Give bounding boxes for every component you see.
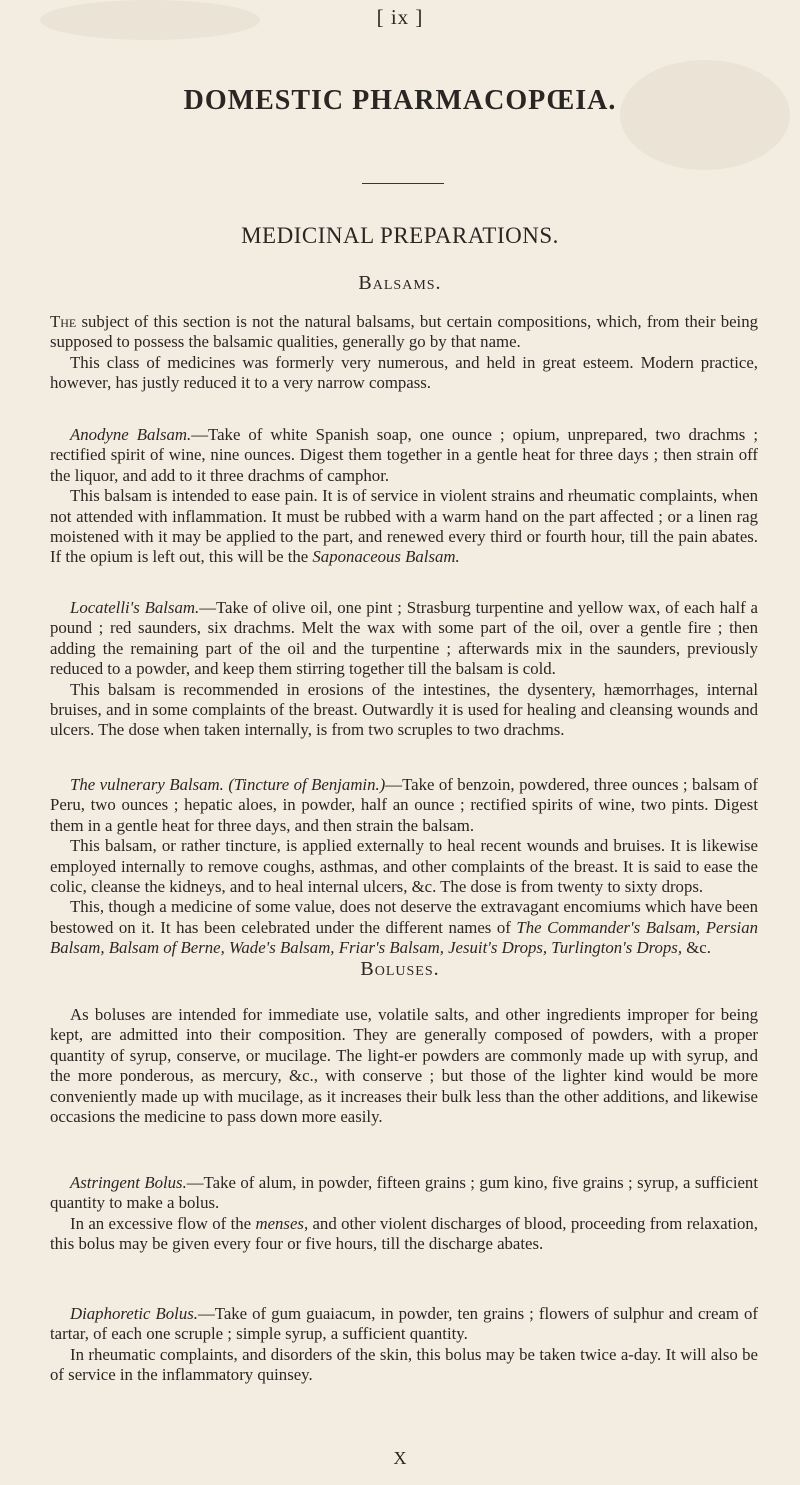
entry-name: Anodyne Balsam.	[70, 425, 192, 444]
entry-usage: This balsam, or rather tincture, is applied externally to heal recent wounds and bruises. It is likewise employed internally to remove coughs, asthmas, and other complaints of the breast. It is said to ease the colic, cleanse the kidneys, and to heal internal ulcers, &c. The dose is from twenty to sixty drops.	[50, 836, 758, 897]
entry-usage-end: , and other violent discharges of blood, proceeding from relaxation, this bolus may be given every four or five hours, till the discharge abates.	[50, 1213, 758, 1254]
signature-mark: X	[393, 1448, 407, 1468]
entry-usage: This balsam is intended to ease pain. It is of service in violent strains and rheumatic complaints, when not attended with inflammation. It must be rubbed with a warm hand on the part affected ; or a linen rag moistened with it may be applied to the part, and renewed every third or fourth hour, till the pain abates. If the opium is left out, this will be the	[50, 486, 758, 567]
entry-recipe: —Take of white Spanish soap, one ounce ; opium, unprepared, two drachms ; rectified spirit of wine, nine ounces. Digest them together in a gentle heat for three days ; then strain off the liquor, and add to it three drachms of camphor.	[50, 425, 758, 485]
entry-diaphoretic-bolus	[50, 1304, 758, 1386]
entry-name: Locatelli's Balsam.	[70, 598, 200, 617]
entry-usage: In rheumatic complaints, and disorders of the skin, this bolus may be taken twice a-day. It will also be of service in the inflammatory quinsey.	[50, 1344, 758, 1385]
entry-name: Astringent Bolus.	[70, 1173, 187, 1192]
title-divider	[362, 183, 444, 184]
entry-note-end: &c.	[682, 938, 711, 958]
intro-paragraph-2: This class of medicines was formerly very numerous, and held in great esteem. Modern practice, however, has justly reduced it to a very narrow compass.	[50, 352, 758, 393]
entry-recipe: —Take of olive oil, one pint ; Strasburg turpentine and yellow wax, of each half a pound ; red saunders, six drachms. Melt the wax with some part of the oil, over a gentle fire ; then adding the remaining part of the oil and the turpentine ; afterwards mix in the saunders, previously reduced to a powder, and keep them stirring together till the balsam is cold.	[50, 598, 758, 679]
entry-note: This, though a medicine of some value, does not deserve the extravagant encomiums which have been bestowed on it. It has been celebrated under the different names of	[50, 897, 758, 937]
entry-usage-italic: menses	[255, 1213, 304, 1233]
entry-name: The vulnerary Balsam.	[70, 775, 224, 794]
section-title: MEDICINAL PREPARATIONS.	[241, 223, 559, 248]
entry-anodyne-balsam	[50, 425, 758, 568]
page-number: [ ix ]	[376, 5, 424, 29]
intro-paragraph: subject of this section is not the natural balsams, but certain compositions, which, from their being supposed to possess the balsamic qualities, generally go by that name.	[50, 312, 758, 352]
entry-note-italic: The Commander's Balsam, Persian Balsam, Balsam of Berne, Wade's Balsam, Friar's Balsam, Jesuit's Drops, Turlington's Drops,	[50, 917, 758, 958]
entry-recipe: —Take of gum guaiacum, in powder, ten grains ; flowers of sulphur and cream of tartar, of each one scruple ; simple syrup, a sufficient quantity.	[50, 1304, 758, 1344]
entry-usage-italic: Saponaceous Balsam.	[312, 547, 460, 567]
entry-vulnerary-balsam	[50, 775, 758, 959]
entry-astringent-bolus	[50, 1173, 758, 1255]
page-title: DOMESTIC PHARMACOPŒIA.	[183, 85, 617, 116]
entry-recipe: —Take of alum, in powder, fifteen grains ; gum kino, five grains ; syrup, a sufficient quantity to make a bolus.	[50, 1173, 758, 1213]
entry-name-paren: (Tincture of Benjamin.)	[228, 775, 386, 794]
entry-usage: This balsam is recommended in erosions of the intestines, the dysentery, hæmorrhages, internal bruises, and in some complaints of the breast. Outwardly it is used for healing and cleansing wounds and ulcers. The dose when taken internally, is from two scruples to two drachms.	[50, 679, 758, 740]
subsection-heading-boluses: Boluses.	[360, 958, 440, 980]
entry-name: Diaphoretic Bolus.	[70, 1304, 198, 1323]
balsams-intro	[50, 312, 758, 394]
entry-recipe: —Take of benzoin, powdered, three ounces ; balsam of Peru, two ounces ; hepatic aloes, in powder, half an ounce ; rectified spirits of wine, two pints. Digest them in a gentle heat for three days, and then strain the balsam.	[50, 775, 758, 835]
entry-locatelli-balsam	[50, 598, 758, 741]
intro-lead-word: The	[50, 312, 77, 331]
subsection-heading-balsams: Balsams.	[358, 272, 442, 294]
boluses-intro	[50, 1005, 758, 1127]
entry-usage: In an excessive flow of the	[70, 1213, 256, 1233]
intro-paragraph: As boluses are intended for immediate use, volatile salts, and other ingredients improper for being kept, are admitted into their composition. They are generally composed of powders, with a proper quantity of syrup, conserve, or mucilage. The light-er powders are commonly made up with syrup, and the more ponderous, as mercury, &c., with conserve ; but those of the lighter kind would be more conveniently made up with mucilage, as it increases their bulk less than the other additions, and likewise occasions the medicine to pass down more easily.	[50, 1005, 758, 1127]
